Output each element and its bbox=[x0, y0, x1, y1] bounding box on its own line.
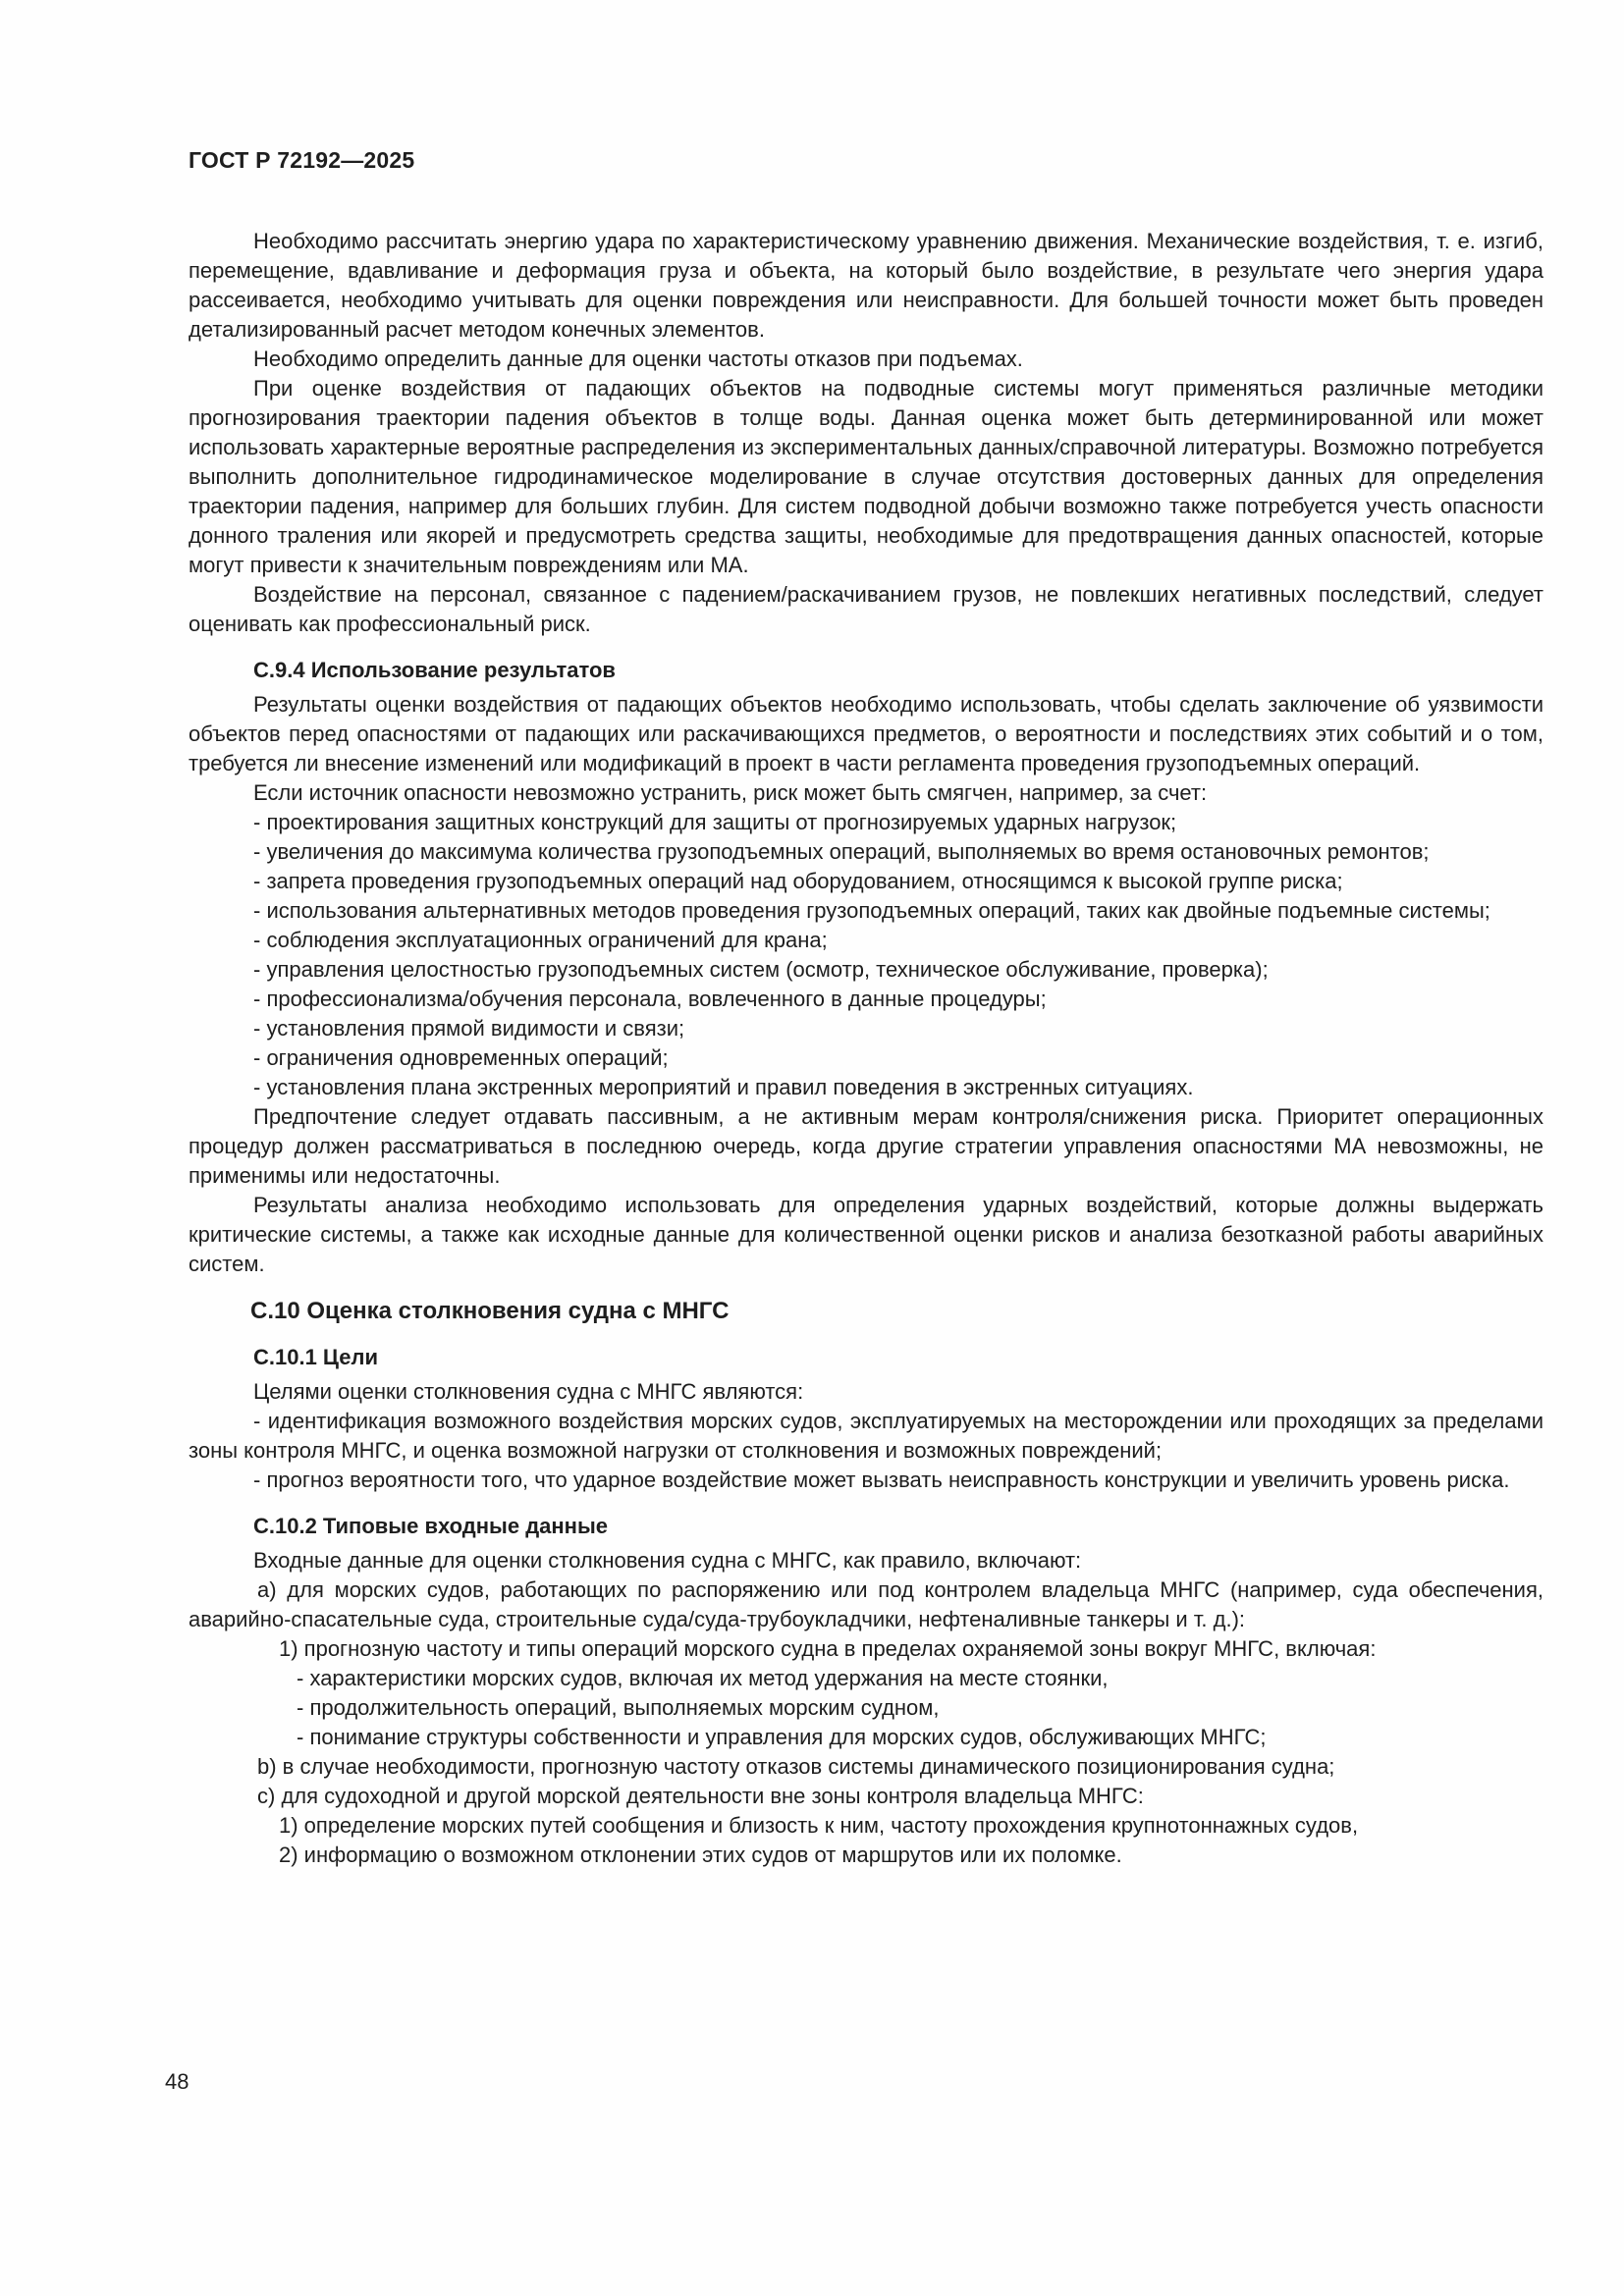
dash-list-item: - ограничения одновременных операций; bbox=[253, 1045, 669, 1070]
dash-list-item: - использования альтернативных методов проведения грузоподъемных операций, таких как двойные подъемные системы; bbox=[253, 898, 1490, 923]
sub-dash-list-item: - понимание структуры собственности и управления для морских судов, обслуживающих МНГС; bbox=[297, 1725, 1267, 1749]
dash-list-item: - идентификация возможного воздействия морских судов, эксплуатируемых на месторождении или проходящих за пределами зоны контроля МНГС, и оценка возможной нагрузки от столкновения и возможных повреждений; bbox=[189, 1409, 1543, 1463]
letter-list-item: b) в случае необходимости, прогнозную частоту отказов системы динамического позиционирования судна; bbox=[257, 1754, 1335, 1779]
paragraph: Предпочтение следует отдавать пассивным, а не активным мерам контроля/снижения риска. Приоритет операционных процедур должен рассматриваться в последнюю очередь, когда другие стратегии управления опасностями МА невозможны, не применимы или недостаточны. bbox=[189, 1104, 1543, 1188]
dash-list-item: - установления прямой видимости и связи; bbox=[253, 1016, 685, 1041]
sub-dash-list-item: - продолжительность операций, выполняемых морским судном, bbox=[297, 1695, 940, 1720]
subsection-heading: С.10.1 Цели bbox=[253, 1345, 379, 1369]
page-content bbox=[189, 227, 1543, 1870]
letter-list-item: a) для морских судов, работающих по распоряжению или под контролем владельца МНГС (например, суда обеспечения, аварийно-спасательные суда, строительные суда/суда-трубоукладчики, нефтеналивные танкеры и т. д.): bbox=[189, 1577, 1543, 1631]
numbered-list-item: 2) информацию о возможном отклонении этих судов от маршрутов или их поломке. bbox=[279, 1842, 1122, 1867]
page-number: 48 bbox=[165, 2069, 189, 2094]
dash-list-item: - соблюдения эксплуатационных ограничений для крана; bbox=[253, 928, 828, 952]
section-heading: С.10 Оценка столкновения судна с МНГС bbox=[250, 1298, 730, 1324]
dash-list-item: - профессионализма/обучения персонала, вовлеченного в данные процедуры; bbox=[253, 987, 1047, 1011]
paragraph: Воздействие на персонал, связанное с падением/раскачиванием грузов, не повлекших негативных последствий, следует оценивать как профессиональный риск. bbox=[189, 582, 1543, 636]
dash-list-item: - увеличения до максимума количества грузоподъемных операций, выполняемых во время остановочных ремонтов; bbox=[253, 839, 1430, 864]
subsection-heading: С.10.2 Типовые входные данные bbox=[253, 1514, 608, 1538]
dash-list-item: - управления целостностью грузоподъемных систем (осмотр, техническое обслуживание, проверка); bbox=[253, 957, 1269, 982]
numbered-list-item: 1) определение морских путей сообщения и близость к ним, частоту прохождения крупнотоннажных судов, bbox=[279, 1813, 1359, 1838]
numbered-list-item: 1) прогнозную частоту и типы операций морского судна в пределах охраняемой зоны вокруг МНГС, включая: bbox=[279, 1636, 1377, 1661]
dash-list-item: - установления плана экстренных мероприятий и правил поведения в экстренных ситуациях. bbox=[253, 1075, 1194, 1099]
paragraph: Результаты анализа необходимо использовать для определения ударных воздействий, которые должны выдержать критические системы, а также как исходные данные для количественной оценки рисков и анализа безотказной работы аварийных систем. bbox=[189, 1193, 1543, 1276]
paragraph: Если источник опасности невозможно устранить, риск может быть смягчен, например, за счет: bbox=[253, 780, 1208, 805]
subsection-heading: С.9.4 Использование результатов bbox=[253, 658, 616, 682]
paragraph: Целями оценки столкновения судна с МНГС являются: bbox=[253, 1379, 804, 1404]
paragraph: Необходимо рассчитать энергию удара по характеристическому уравнению движения. Механические воздействия, т. е. изгиб, перемещение, вдавливание и деформация груза и объекта, на который было воздействие, в результате чего энергия удара рассеивается, необходимо учитывать для оценки повреждения или неисправности. Для большей точности может быть проведен детализированный расчет методом конечных элементов. bbox=[189, 229, 1543, 342]
dash-list-item: - проектирования защитных конструкций для защиты от прогнозируемых ударных нагрузок; bbox=[253, 810, 1177, 834]
letter-list-item: c) для судоходной и другой морской деятельности вне зоны контроля владельца МНГС: bbox=[257, 1784, 1144, 1808]
document-header: ГОСТ Р 72192—2025 bbox=[189, 147, 415, 173]
paragraph: Входные данные для оценки столкновения судна с МНГС, как правило, включают: bbox=[253, 1548, 1082, 1573]
dash-list-item: - прогноз вероятности того, что ударное воздействие может вызвать неисправность конструкции и увеличить уровень риска. bbox=[253, 1468, 1510, 1492]
sub-dash-list-item: - характеристики морских судов, включая их метод удержания на месте стоянки, bbox=[297, 1666, 1109, 1690]
paragraph: При оценке воздействия от падающих объектов на подводные системы могут применяться различные методики прогнозирования траектории падения объектов в толще воды. Данная оценка может быть детерминированной или может использовать характерные вероятные распределения из экспериментальных данных/справочной литературы. Возможно потребуется выполнить дополнительное гидродинамическое моделирование в случае отсутствия достоверных данных для определения траектории падения, например для больших глубин. Для систем подводной добычи возможно также потребуется учесть опасности донного траления или якорей и предусмотреть средства защиты, необходимые для предотвращения данных опасностей, которые могут привести к значительным повреждениям или МА. bbox=[189, 376, 1543, 577]
paragraph: Результаты оценки воздействия от падающих объектов необходимо использовать, чтобы сделать заключение об уязвимости объектов перед опасностями от падающих или раскачивающихся предметов, о вероятности и последствиях этих событий и о том, требуется ли внесение изменений или модификаций в проект в части регламента проведения грузоподъемных операций. bbox=[189, 692, 1543, 775]
dash-list-item: - запрета проведения грузоподъемных операций над оборудованием, относящимся к высокой группе риска; bbox=[253, 869, 1343, 893]
paragraph: Необходимо определить данные для оценки частоты отказов при подъемах. bbox=[253, 347, 1023, 371]
